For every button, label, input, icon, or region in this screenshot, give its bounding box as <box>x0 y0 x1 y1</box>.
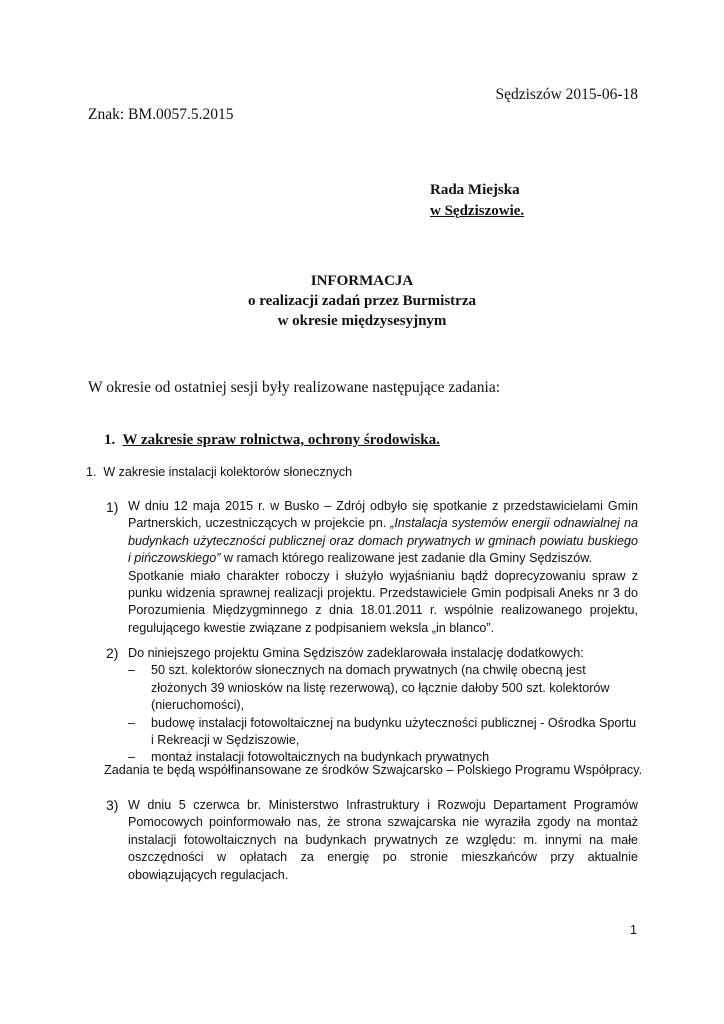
reference-number: Znak: BM.0057.5.2015 <box>88 106 234 123</box>
title-line-3: w okresie międzysesyjnym <box>277 313 447 329</box>
recipient-location: w Sędziszowie. <box>430 203 525 219</box>
item-paragraph: Do niniejszego projektu Gmina Sędziszów zadeklarowała instalację dodatkowych: <box>128 646 584 660</box>
bullet-text: montaż instalacji fotowoltaicznych na budynkach prywatnych <box>151 750 490 765</box>
title-line-1: INFORMACJA <box>310 273 414 289</box>
recipient-name: Rada Miejska <box>430 182 520 198</box>
document-date: Sędziszów 2015-06-18 <box>495 86 638 103</box>
subsection-heading <box>86 465 352 479</box>
item-paragraph: Spotkanie miało charakter roboczy i służyło wyjaśnianiu bądź doprecyzowaniu spraw z punku widzenia sprawnej realizacji projektu. Przedstawiciele Gmin podpisali Aneks nr 3 do Porozumienia Międzygminnego z dnia 18.01.2011 r. wspólnie realizowanego projektu, regulującego kwestie związane z podpisaniem weksla „in blanco”. <box>128 568 638 635</box>
item-paragraph: W dniu 5 czerwca br. Ministerstwo Infrastruktury i Rozwoju Departament Programów Pomocowych poinformowało nas, że strona szwajcarska nie wyraziła zgody na montaż instalacji fotowoltaicznych na budynkach prywatnych ze względu: m. innymi na małe oszczędności w opłatach za energię po stronie mieszkańców przy aktualnie obowiązujących regulacjach. <box>128 798 638 882</box>
dash-marker: – <box>128 715 136 730</box>
bullet-text: budowę instalacji fotowoltaicznej na budynku użyteczności publicznej - Ośrodka Sportu i Rekreacji w Sędziszowie, <box>151 715 637 748</box>
page-number: 1 <box>630 923 638 937</box>
list-item <box>128 498 638 637</box>
item-text: W dniu 12 maja 2015 r. w Busko – Zdrój odbyło się spotkanie z przedstawicielami Gmin Partnerskich, uczestniczących w projekcie pn. <box>128 499 638 531</box>
item-number: 2) <box>106 645 119 661</box>
subsection-number: 1. <box>86 465 97 479</box>
project-name: „Instalacja systemów energii odnawialnej na budynkach użyteczności publicznej oraz domach prywatnych w gminach powiatu buskiego i pińczowskiego” <box>128 516 638 566</box>
section-heading <box>104 432 440 449</box>
section-number: 1. <box>104 432 116 448</box>
document-title <box>0 271 724 331</box>
bullet-text: 50 szt. kolektorów słonecznych na domach prywatnych (na chwilę obecną jest złożonych 39 wniosków na listę rezerwową), co łącznie dałoby 500 szt. kolektorów (nieruchomości), <box>151 663 610 713</box>
list-item <box>128 645 638 767</box>
title-line-2: o realizacji zadań przez Burmistrza <box>248 293 476 309</box>
item-number: 1) <box>106 499 119 515</box>
item-text: w ramach którego realizowane jest zadanie dla Gminy Sędziszów. <box>220 551 593 566</box>
dash-marker: – <box>128 750 136 765</box>
list-item <box>128 797 638 884</box>
item-number: 3) <box>106 797 119 813</box>
intro-paragraph: W okresie od ostatniej sesji były realizowane następujące zadania: <box>88 379 501 396</box>
section-label: W zakresie spraw rolnictwa, ochrony środowiska. <box>122 432 440 448</box>
bullet-item <box>128 662 638 714</box>
bullet-item <box>128 715 638 750</box>
subsection-label: W zakresie instalacji kolektorów słonecznych <box>103 465 353 479</box>
dash-marker: – <box>128 663 136 678</box>
item-paragraph <box>128 498 638 568</box>
cofinancing-note: Zadania te będą współfinansowane ze środków Szwajcarsko – Polskiego Programu Współpracy. <box>104 763 643 777</box>
bullet-list <box>128 662 638 766</box>
